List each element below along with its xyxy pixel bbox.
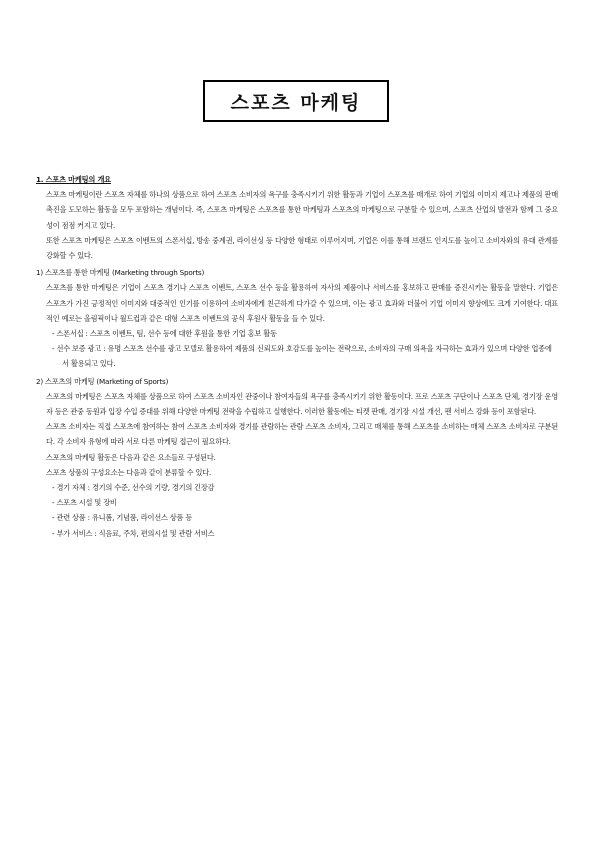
list-item: - 스포츠 시설 및 장비	[52, 498, 117, 508]
paragraph: 스포츠 소비자는 직접 스포츠에 참여하는 참여 스포츠 소비자와 경기를 관람하는 관람 스포츠 소비자, 그리고 매체를 통해 스포츠를 소비하는 매체 스포츠 소비자로 구분된다. 각 소비자 유형에 따라 서로 다른 마케팅 접근이 필요하다.	[46, 422, 558, 447]
list-item: - 부가 서비스 : 식음료, 주차, 편의시설 및 관람 서비스	[52, 528, 215, 538]
paragraph: 스포츠의 마케팅 활동은 다음과 같은 요소들로 구성된다.	[46, 452, 216, 462]
paragraph: 또한 스포츠 마케팅은 스포츠 이벤트의 스폰서십, 방송 중계권, 라이선싱 등 다양한 형태로 이루어지며, 기업은 이를 통해 브랜드 인지도를 높이고 소비자와의 유대 관계를 강화할 수 있다.	[46, 235, 558, 261]
paragraph: 스포츠 마케팅이란 스포츠 자체를 하나의 상품으로 하여 스포츠 소비자의 욕구를 충족시키기 위한 활동과 기업이 스포츠를 매개로 하여 기업의 이미지 제고나 제품의 판매 촉진을 도모하는 활동을 모두 포함하는 개념이다. 즉, 스포츠 마케팅은 스포츠를 통한 마케팅과 스포츠의 마케팅으로 구분할 수 있으며, 스포츠 산업의 발전과 함께 그 중요성이 점점 커지고 있다.	[46, 190, 558, 230]
list-item: - 스폰서십 : 스포츠 이벤트, 팀, 선수 등에 대한 후원을 통한 기업 홍보 활동	[52, 329, 277, 339]
list-item: - 선수 보증 광고 : 유명 스포츠 선수를 광고 모델로 활용하여 제품의 신뢰도와 호감도를 높이는 전략으로, 소비자의 구매 의욕을 자극하는 효과가 있으며 다양한 업종에서 활용되고 있다.	[52, 344, 552, 369]
paragraph: 스포츠의 마케팅은 스포츠 자체를 상품으로 하여 스포츠 소비자인 관중이나 참여자들의 욕구를 충족시키기 위한 활동이다. 프로 스포츠 구단이나 스포츠 단체, 경기장 운영자 등은 관중 동원과 입장 수입 증대를 위해 다양한 마케팅 전략을 수립하고 실행한다. 이러한 활동에는 티켓 판매, 경기장 시설 개선, 팬 서비스 강화 등이 포함된다.	[46, 391, 558, 417]
paragraph: 스포츠 상품의 구성요소는 다음과 같이 분류할 수 있다.	[46, 467, 212, 477]
document-body	[36, 172, 558, 541]
list-item: - 경기 자체 : 경기의 수준, 선수의 기량, 경기의 긴장감	[52, 483, 215, 493]
paragraph: 스포츠를 통한 마케팅은 기업이 스포츠 경기나 스포츠 이벤트, 스포츠 선수 등을 활용하여 자사의 제품이나 서비스를 홍보하고 판매를 증진시키는 활동을 말한다. 기업은 스포츠가 가진 긍정적인 이미지와 대중적인 인기를 이용하여 소비자에게 친근하게 다가갈 수 있으며, 이는 광고 효과와 더불어 기업 이미지 향상에도 크게 기여한다. 대표적인 예로는 올림픽이나 월드컵과 같은 대형 스포츠 이벤트의 공식 후원사 활동을 들 수 있다.	[46, 283, 558, 323]
list-item: - 관련 상품 : 유니폼, 기념품, 라이선스 상품 등	[52, 513, 193, 523]
subsection-heading: 2) 스포츠의 마케팅 (Marketing of Sports)	[36, 376, 169, 386]
document-title: 스포츠 마케팅	[203, 80, 389, 122]
subsection-heading: 1) 스포츠를 통한 마케팅 (Marketing through Sports)	[36, 268, 205, 278]
section-heading: 1. 스포츠 마케팅의 개요	[36, 175, 111, 184]
